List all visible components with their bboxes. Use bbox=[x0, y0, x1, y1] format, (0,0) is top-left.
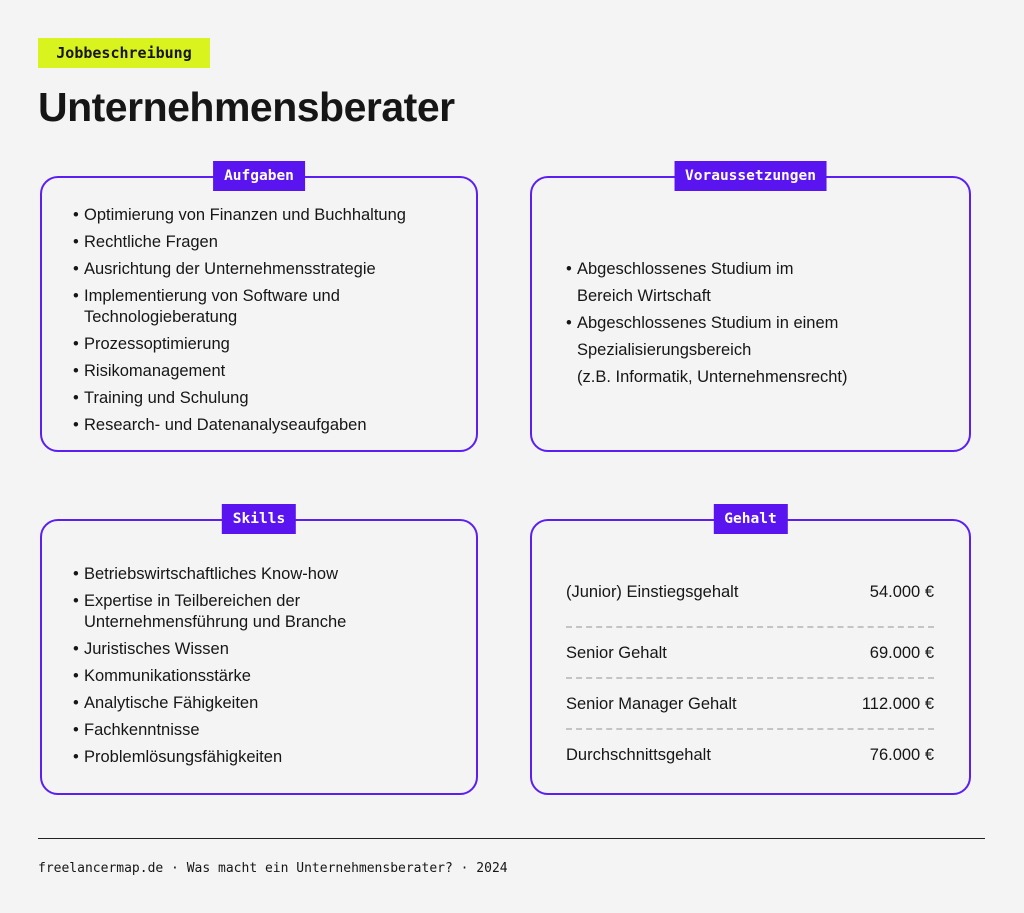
list-item: • Betriebswirtschaftliches Know-how bbox=[73, 564, 346, 585]
list-item: • Abgeschlossenes Studium in einem Spezialisierungsbereich (z.B. Informatik, Unternehmensrecht) bbox=[566, 310, 848, 391]
list-item: • Abgeschlossenes Studium im Bereich Wirtschaft bbox=[566, 256, 848, 310]
salary-name: Senior Manager Gehalt bbox=[566, 695, 737, 713]
salary-row bbox=[566, 730, 934, 781]
list-item: • Risikomanagement bbox=[73, 361, 406, 382]
salary-value: 76.000 € bbox=[869, 746, 934, 764]
gehalt-label: Gehalt bbox=[713, 504, 787, 534]
footer-divider bbox=[38, 838, 985, 839]
salary-value: 54.000 € bbox=[869, 583, 934, 601]
salary-row bbox=[566, 679, 934, 730]
gehalt-card bbox=[530, 511, 971, 795]
aufgaben-card bbox=[40, 168, 478, 452]
skills-list bbox=[73, 564, 346, 774]
list-item: • Analytische Fähigkeiten bbox=[73, 693, 346, 714]
salary-name: Senior Gehalt bbox=[566, 644, 667, 662]
list-item: • Ausrichtung der Unternehmensstrategie bbox=[73, 259, 406, 280]
list-item: • Kommunikationsstärke bbox=[73, 666, 346, 687]
list-item: • Juristisches Wissen bbox=[73, 639, 346, 660]
salary-row bbox=[566, 578, 934, 628]
list-item: • Implementierung von Software und Technologieberatung bbox=[73, 286, 406, 328]
list-item: • Research- und Datenanalyseaufgaben bbox=[73, 415, 406, 436]
salary-value: 69.000 € bbox=[869, 644, 934, 662]
voraussetzungen-card bbox=[530, 168, 971, 452]
aufgaben-list bbox=[73, 205, 406, 442]
list-item: • Fachkenntnisse bbox=[73, 720, 346, 741]
salary-value: 112.000 € bbox=[861, 695, 934, 713]
skills-label: Skills bbox=[222, 504, 296, 534]
footer-text: freelancermap.de · Was macht ein Unternehmensberater? · 2024 bbox=[38, 861, 508, 876]
list-item: • Optimierung von Finanzen und Buchhaltung bbox=[73, 205, 406, 226]
voraussetzungen-list bbox=[566, 256, 848, 391]
list-item: • Problemlösungsfähigkeiten bbox=[73, 747, 346, 768]
salary-table bbox=[566, 578, 934, 781]
voraussetzungen-label: Voraussetzungen bbox=[674, 161, 827, 191]
category-badge: Jobbeschreibung bbox=[38, 38, 210, 68]
page-title: Unternehmensberater bbox=[38, 84, 455, 130]
salary-name: (Junior) Einstiegsgehalt bbox=[566, 583, 739, 601]
list-item: • Prozessoptimierung bbox=[73, 334, 406, 355]
skills-card bbox=[40, 511, 478, 795]
list-item: • Expertise in Teilbereichen der Unternehmensführung und Branche bbox=[73, 591, 346, 633]
salary-name: Durchschnittsgehalt bbox=[566, 746, 711, 764]
aufgaben-label: Aufgaben bbox=[213, 161, 305, 191]
list-item: • Rechtliche Fragen bbox=[73, 232, 406, 253]
list-item: • Training und Schulung bbox=[73, 388, 406, 409]
salary-row bbox=[566, 628, 934, 679]
